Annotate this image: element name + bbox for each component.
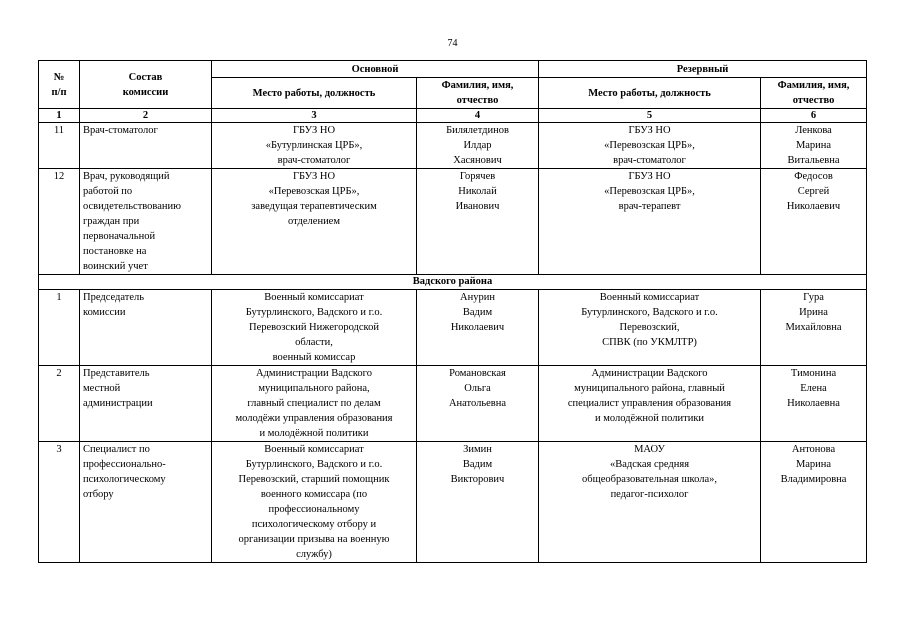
header-num: № п/п <box>39 61 80 109</box>
row-num: 12 <box>39 169 80 275</box>
row-res-work: ГБУЗ НО «Перевозская ЦРБ», врач-терапевт <box>539 169 761 275</box>
row-role: Врач, руководящий работой по освидетельствованию граждан при первоначальной постановке на воинский учет <box>80 169 212 275</box>
row-main-work: Военный комиссариат Бутурлинского, Вадского и г.о. Перевозский Нижегородской области, военный комиссар <box>212 290 417 366</box>
row-res-fio: Гура Ирина Михайловна <box>761 290 867 366</box>
header-reserve: Резервный <box>539 61 867 78</box>
row-role: Представитель местной администрации <box>80 366 212 442</box>
row-main-work: Военный комиссариат Бутурлинского, Вадского и г.о. Перевозский, старший помощник военного комиссара (по профессиональному психологическому отбору и организации призыва на военную службу) <box>212 442 417 563</box>
row-main-work: ГБУЗ НО «Бутурлинская ЦРБ», врач-стоматолог <box>212 123 417 169</box>
table-row <box>39 290 867 366</box>
row-main-fio: Горячев Николай Иванович <box>417 169 539 275</box>
row-role: Специалист по профессионально- психологическому отбору <box>80 442 212 563</box>
row-res-work: Администрации Вадского муниципального района, главный специалист управления образования и молодёжной политики <box>539 366 761 442</box>
row-res-work: Военный комиссариат Бутурлинского, Вадского и г.о. Перевозский, СПВК (по УКМЛТР) <box>539 290 761 366</box>
row-main-fio: Билялетдинов Илдар Хасянович <box>417 123 539 169</box>
table-row <box>39 366 867 442</box>
row-res-fio: Федосов Сергей Николаевич <box>761 169 867 275</box>
row-num: 1 <box>39 290 80 366</box>
section-title: Вадского района <box>39 275 867 290</box>
col-number: 2 <box>80 109 212 123</box>
col-number: 5 <box>539 109 761 123</box>
row-res-work: МАОУ «Вадская средняя общеобразовательная школа», педагог-психолог <box>539 442 761 563</box>
row-role: Врач-стоматолог <box>80 123 212 169</box>
header-reserve-fio: Фамилия, имя, отчество <box>761 78 867 109</box>
row-main-work: ГБУЗ НО «Перевозская ЦРБ», заведущая терапевтическим отделением <box>212 169 417 275</box>
col-number: 6 <box>761 109 867 123</box>
header-reserve-workplace: Место работы, должность <box>539 78 761 109</box>
col-number: 3 <box>212 109 417 123</box>
row-main-fio: Анурин Вадим Николаевич <box>417 290 539 366</box>
row-role: Председатель комиссии <box>80 290 212 366</box>
row-res-fio: Ленкова Марина Витальевна <box>761 123 867 169</box>
section-row <box>39 275 867 290</box>
col-number: 4 <box>417 109 539 123</box>
header-main-fio: Фамилия, имя, отчество <box>417 78 539 109</box>
header-main: Основной <box>212 61 539 78</box>
page-number: 74 <box>447 38 458 49</box>
row-main-fio: Зимин Вадим Викторович <box>417 442 539 563</box>
row-main-fio: Романовская Ольга Анатольевна <box>417 366 539 442</box>
row-res-fio: Антонова Марина Владимировна <box>761 442 867 563</box>
col-number: 1 <box>39 109 80 123</box>
table-row <box>39 123 867 169</box>
row-res-work: ГБУЗ НО «Перевозская ЦРБ», врач-стоматолог <box>539 123 761 169</box>
column-number-row <box>39 109 867 123</box>
table-row <box>39 169 867 275</box>
row-main-work: Администрации Вадского муниципального района, главный специалист по делам молодёжи управления образования и молодёжной политики <box>212 366 417 442</box>
table-row <box>39 442 867 563</box>
header-composition: Состав комиссии <box>80 61 212 109</box>
row-num: 11 <box>39 123 80 169</box>
row-res-fio: Тимонина Елена Николаевна <box>761 366 867 442</box>
commission-table <box>38 60 867 563</box>
row-num: 2 <box>39 366 80 442</box>
header-main-workplace: Место работы, должность <box>212 78 417 109</box>
row-num: 3 <box>39 442 80 563</box>
